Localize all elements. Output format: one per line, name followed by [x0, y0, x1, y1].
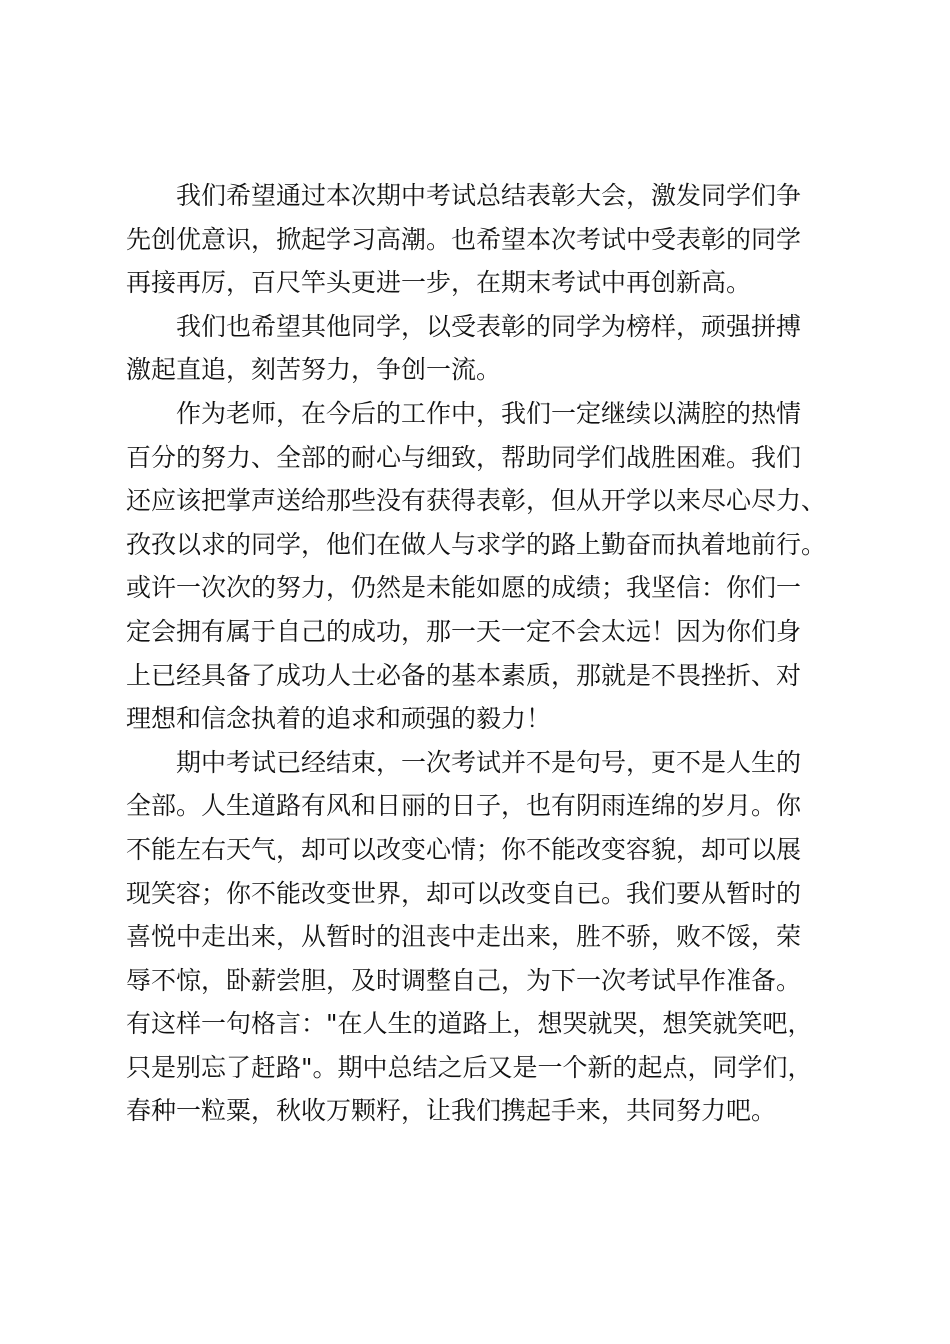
- text-line: 只是别忘了赶路"。期中总结之后又是一个新的起点，同学们，: [126, 1052, 813, 1082]
- text-line: 定会拥有属于自己的成功，那一天一定不会太远！因为你们身: [126, 616, 802, 646]
- text-line: 有这样一句格言："在人生的道路上，想哭就哭，想笑就笑吧，: [126, 1009, 813, 1039]
- text-line: 或许一次次的努力，仍然是未能如愿的成绩；我坚信：你们一: [126, 573, 802, 603]
- text-line: 我们也希望其他同学，以受表彰的同学为榜样，顽强拼搏: [176, 311, 802, 341]
- text-line: 再接再厉，百尺竿头更进一步，在期末考试中再创新高。: [126, 268, 752, 298]
- body-text: [126, 174, 831, 1133]
- text-line: 春种一粒粟，秋收万颗籽，让我们携起手来，共同努力吧。: [126, 1096, 777, 1126]
- text-line: 现笑容；你不能改变世界，却可以改变自已。我们要从暂时的: [126, 878, 802, 908]
- text-line: 理想和信念执着的追求和顽强的毅力！: [126, 704, 552, 734]
- paragraph-1: [126, 174, 831, 305]
- text-line: 期中考试已经结束，一次考试并不是句号，更不是人生的: [176, 747, 802, 777]
- text-line: 我们希望通过本次期中考试总结表彰大会，激发同学们争: [176, 181, 802, 210]
- text-line: 作为老师，在今后的工作中，我们一定继续以满腔的热情: [176, 398, 802, 428]
- text-line: 喜悦中走出来，从暂时的沮丧中走出来，胜不骄，败不馁，荣: [126, 922, 802, 952]
- text-line: 全部。人生道路有风和日丽的日子，也有阴雨连绵的岁月。你: [126, 791, 802, 821]
- text-line: 先创优意识，掀起学习高潮。也希望本次考试中受表彰的同学: [126, 224, 802, 254]
- paragraph-2: [126, 305, 831, 392]
- paragraph-4: [126, 741, 831, 1133]
- text-line: 上已经具备了成功人士必备的基本素质，那就是不畏挫折、对: [126, 660, 802, 690]
- text-line: 辱不惊，卧薪尝胆，及时调整自己，为下一次考试早作准备。: [126, 965, 802, 995]
- paragraph-3: [126, 392, 831, 741]
- text-line: 百分的努力、全部的耐心与细致，帮助同学们战胜困难。我们: [126, 442, 802, 472]
- text-line: 激起直追，刻苦努力，争创一流。: [126, 355, 502, 385]
- text-line: 还应该把掌声送给那些没有获得表彰，但从开学以来尽心尽力、: [126, 486, 827, 516]
- text-line: 不能左右天气，却可以改变心情；你不能改变容貌，却可以展: [126, 834, 802, 864]
- text-line: 孜孜以求的同学，他们在做人与求学的路上勤奋而执着地前行。: [126, 529, 827, 559]
